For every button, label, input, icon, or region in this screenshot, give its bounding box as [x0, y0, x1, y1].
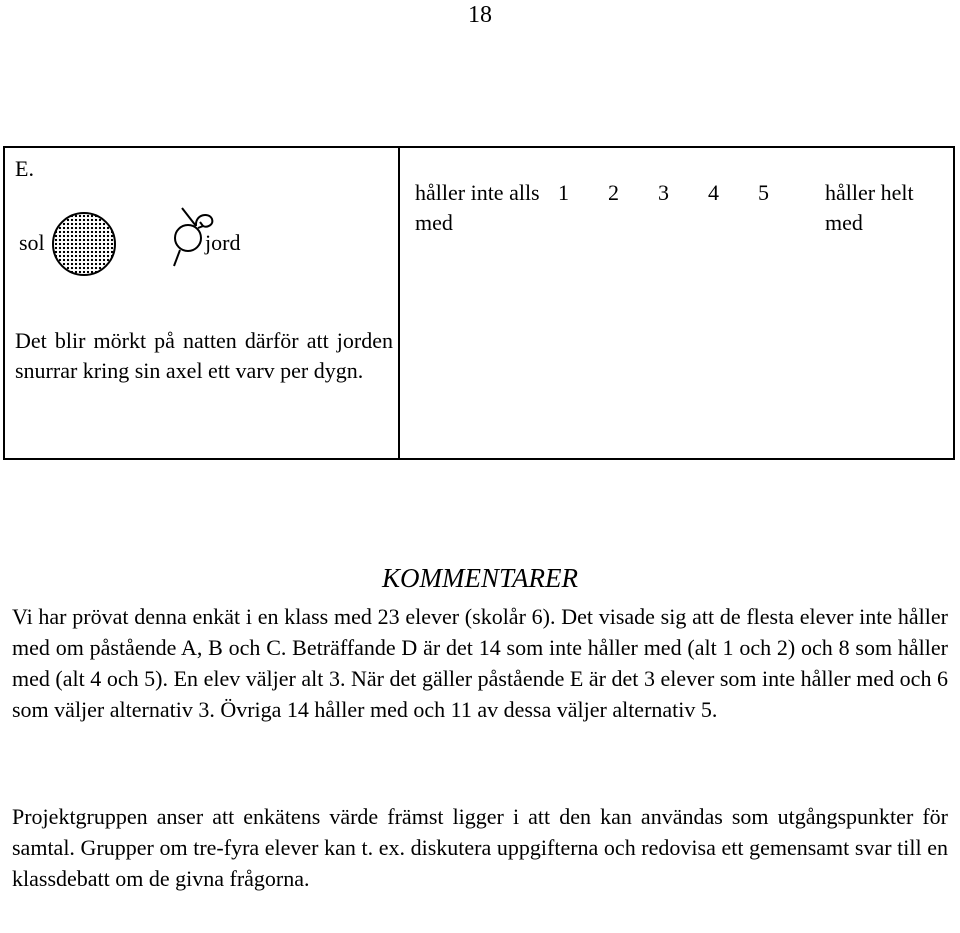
- scale-option-2[interactable]: 2: [608, 180, 619, 205]
- statement-text: Det blir mörkt på natten därför att jorden snurrar kring sin axel ett varv per dygn.: [15, 328, 393, 383]
- scale-option-4[interactable]: 4: [708, 180, 719, 205]
- comments-paragraph-2: Projektgruppen anser att enkätens värde främst ligger i att den kan användas som utgångspunkter för samtal. Grupper om tre-fyra elever kan t. ex. diskutera uppgifterna och redovisa ett gemensamt svar till en klassdebatt om de givna frågorna.: [12, 804, 948, 891]
- comments-paragraph-1: Vi har prövat denna enkät i en klass med 23 elever (skolår 6). Det visade sig att de flesta elever inte håller med om påstående A, B och C. Beträffande D är det 14 som inte håller med (alt 1 och 2) och 8 som håller med (alt 4 och 5). En elev väljer alt 3. När det gäller påstående E är det 3 elever som inte håller med och 6 som väljer alternativ 3. Övriga 14 håller med och 11 av dessa väljer alternativ 5.: [12, 604, 948, 722]
- comments-heading: KOMMENTARER: [382, 563, 578, 593]
- scale-option-3[interactable]: 3: [658, 180, 669, 205]
- sun-label: sol: [19, 230, 45, 255]
- page-number: 18: [468, 2, 492, 28]
- column-divider: [398, 148, 400, 458]
- item-label: E.: [15, 156, 34, 181]
- statement-item-e: [3, 146, 955, 460]
- sun-icon: [52, 212, 116, 276]
- scale-high-label: håller helt med: [825, 180, 914, 235]
- scale-low-label: håller inte alls med: [415, 180, 540, 235]
- earth-label: jord: [205, 230, 241, 255]
- scale-option-5[interactable]: 5: [758, 180, 769, 205]
- scale-option-1[interactable]: 1: [558, 180, 569, 205]
